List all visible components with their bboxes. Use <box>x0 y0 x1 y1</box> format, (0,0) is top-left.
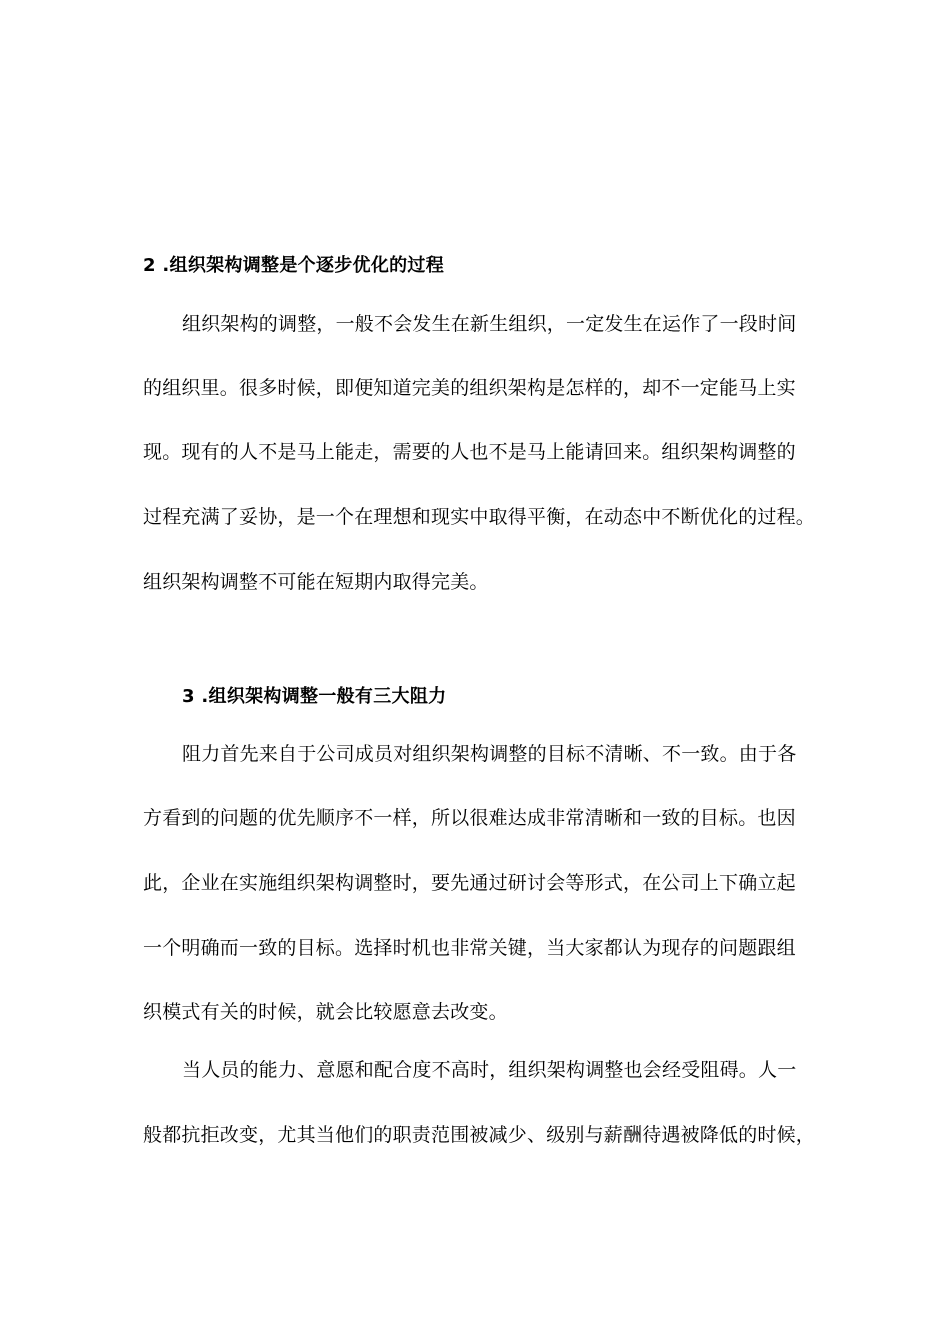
paragraph-line: 一个明确而一致的目标。选择时机也非常关键，当大家都认为现存的问题跟组 <box>143 937 796 959</box>
paragraph-line: 过程充满了妥协，是一个在理想和现实中取得平衡，在动态中不断优化的过程。 <box>143 506 816 528</box>
paragraph-line: 此，企业在实施组织架构调整时，要先通过研讨会等形式，在公司上下确立起 <box>143 872 796 894</box>
paragraph-line: 织模式有关的时候，就会比较愿意去改变。 <box>143 1001 508 1023</box>
paragraph-line: 当人员的能力、意愿和配合度不高时，组织架构调整也会经受阻碍。人一 <box>182 1059 797 1081</box>
paragraph-line: 方看到的问题的优先顺序不一样，所以很难达成非常清晰和一致的目标。也因 <box>143 807 796 829</box>
paragraph-line: 般都抗拒改变，尤其当他们的职责范围被减少、级别与薪酬待遇被降低的时候， <box>143 1124 816 1146</box>
paragraph-line: 的组织里。很多时候，即便知道完美的组织架构是怎样的，却不一定能马上实 <box>143 377 796 399</box>
paragraph-line: 现。现有的人不是马上能走，需要的人也不是马上能请回来。组织架构调整的 <box>143 441 796 463</box>
section-2-heading: 2 .组织架构调整是个逐步优化的过程 <box>143 255 445 276</box>
paragraph-line: 阻力首先来自于公司成员对组织架构调整的目标不清晰、不一致。由于各 <box>182 743 797 765</box>
paragraph-line: 组织架构调整不可能在短期内取得完美。 <box>143 571 489 593</box>
paragraph-line: 组织架构的调整，一般不会发生在新生组织，一定发生在运作了一段时间 <box>182 313 797 335</box>
section-3-heading: 3 .组织架构调整一般有三大阻力 <box>182 686 447 707</box>
